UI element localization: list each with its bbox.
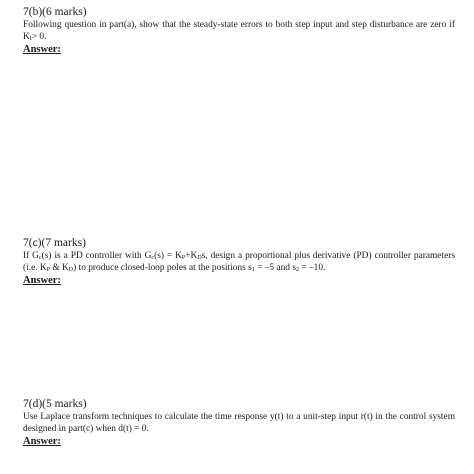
text-run: > 0. [31, 31, 47, 42]
text-run: (s) = K [154, 251, 182, 261]
question-text [23, 412, 455, 436]
subscript: P [46, 266, 51, 273]
subscript: D [68, 266, 74, 273]
subscript: 1 [251, 266, 255, 273]
text-run: Use Laplace transform techniques to calculate the time response y(t) to a unit-step input r(t) in the control system designed in part(c) when d(t) = 0. [23, 412, 455, 434]
question-7d [23, 398, 455, 448]
subscript: c [38, 255, 42, 261]
text-run: If G [23, 251, 39, 261]
answer-label: Answer: [23, 274, 61, 286]
text-run: & K [50, 262, 69, 273]
question-heading: 7(d)(5 marks) [23, 398, 87, 410]
text-run: s, design a proportional plus derivative (PD) controller parameters (i.e. K [23, 251, 456, 273]
subscript: c [151, 255, 155, 261]
question-heading: 7(c)(7 marks) [23, 237, 86, 249]
text-run: +K [185, 251, 198, 261]
question-text [23, 20, 455, 44]
text-run: (s) is a PD controller with G [41, 251, 152, 261]
text-run: = –10. [299, 262, 326, 273]
question-7b [23, 6, 455, 56]
subscript: D [197, 255, 202, 261]
subscript: P [181, 255, 186, 261]
subscript: 2 [296, 266, 299, 273]
text-run: Following question in part(a), show that the steady-state errors to both step input and step disturbance are zero if K [23, 20, 455, 42]
answer-label: Answer: [23, 43, 61, 55]
question-text [23, 251, 455, 275]
text-run: ) to produce closed-loop poles at the positions s [73, 262, 252, 273]
text-run: = –5 and s [254, 262, 296, 273]
question-7c [23, 237, 455, 287]
question-heading: 7(b)(6 marks) [23, 6, 87, 18]
subscript: I [29, 35, 32, 42]
answer-label: Answer: [23, 435, 61, 447]
